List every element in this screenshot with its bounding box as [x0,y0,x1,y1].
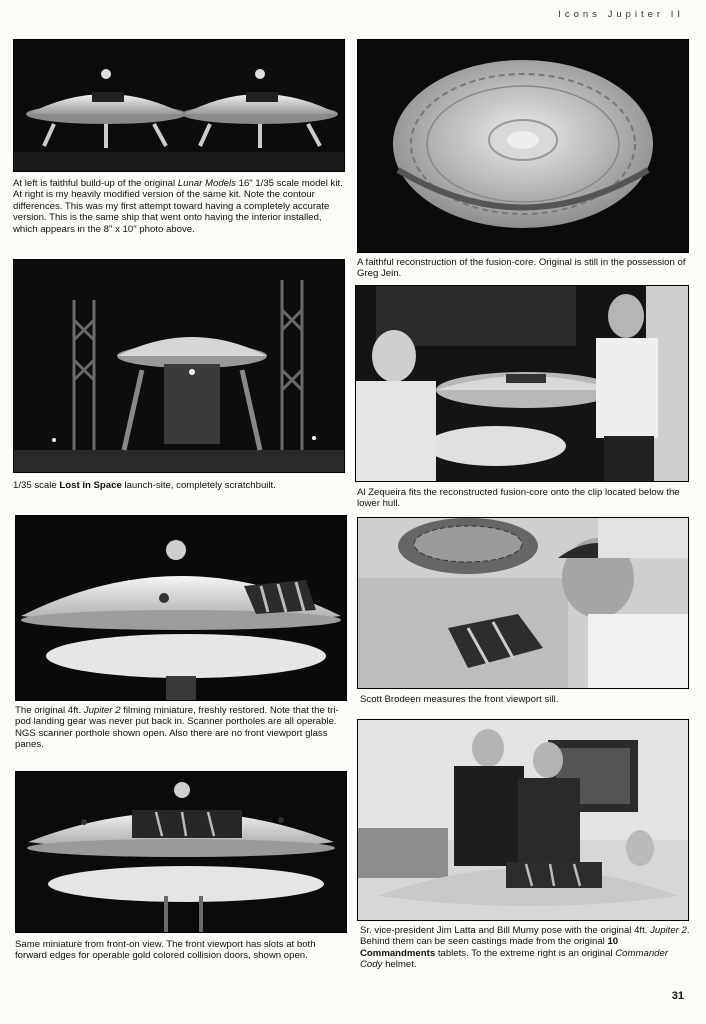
photo-launch-site [13,259,345,473]
caption-text: . Behind them can be seen castings made from the original [360,925,690,948]
caption-text: Scott Brodeen measures the front viewport sill. [360,694,559,705]
caption-launch-site [13,480,346,491]
caption-text: filming miniature, freshly restored. Note that the tri-pod landing gear was never put back in. Scanner portholes are all operable. NGS scanner porthole shown open. Also there are no front viewport glass panes. [15,705,339,751]
caption-text: Al Zequeira fits the reconstructed fusion-core onto the clip located below the lower hull. [357,487,680,510]
photo-scott-brodeen [357,517,689,689]
caption-text: Jupiter 2 [650,925,687,936]
photo-latta-and-mumy [357,719,689,921]
photo-fusion-core [357,39,689,253]
caption-text: 16" 1/35 scale model kit. At right is my heavily modified version of the same kit. Note the contour differences. This was my first attempt toward having a completely accurate version. This is the same ship that went onto having the interior installed, which appears in the 8" x 10" photo above. [13,178,343,235]
caption-text: A faithful reconstruction of the fusion-core. Original is still in the possession of Greg Jein. [357,257,686,280]
caption-text: tablets. To the extreme right is an original [435,947,616,959]
caption-text: 10 Commandments [360,936,619,959]
caption-text: 1/35 scale [13,480,60,491]
photo-miniature-front-view [15,771,347,933]
running-header: Icons Jupiter II [558,9,684,20]
photo-al-zequeira [355,285,689,482]
photo-original-miniature [15,515,347,701]
caption-text: helmet. [382,959,417,971]
caption-miniature-front-view [15,939,348,962]
caption-text: Lost in Space [59,480,122,491]
caption-text: Lunar Models [177,178,236,189]
photo-two-saucer-models [13,39,345,172]
caption-latta-and-mumy [360,925,693,971]
caption-original-miniature [15,705,348,751]
page-number: 31 [671,990,684,1002]
caption-text: Sr. vice-president Jim Latta and Bill Mumy pose with the original 4ft. [360,925,651,936]
caption-text: Same miniature from front-on view. The front viewport has slots at both forward edges for operable gold colored collision doors, shown open. [15,939,316,962]
caption-text: launch-site, completely scratchbuilt. [121,480,276,491]
caption-text: Commander Cody [360,947,669,971]
caption-scott-brodeen [360,694,693,705]
caption-text: Jupiter 2 [83,705,121,716]
caption-text: The original 4ft. [15,705,84,716]
caption-text: At left is faithful build-up of the original [13,178,178,189]
caption-two-saucer-models [13,178,346,235]
caption-al-zequeira [357,487,690,510]
caption-fusion-core [357,257,690,280]
